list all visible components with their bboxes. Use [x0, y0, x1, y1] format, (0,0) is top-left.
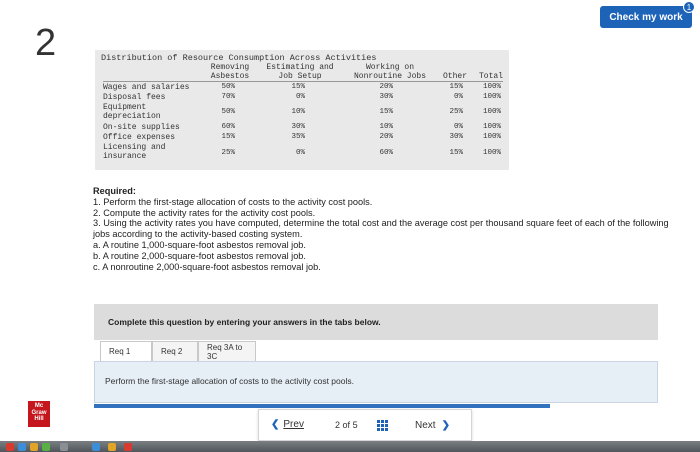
- header-divider: [103, 81, 503, 82]
- next-button[interactable]: [415, 420, 450, 431]
- col-header-line: Job Setup: [278, 72, 322, 81]
- row-label-line: insurance: [103, 152, 147, 161]
- taskbar-app-icon[interactable]: [6, 443, 14, 451]
- col-header-nonroutine: [345, 63, 435, 81]
- table-cell: 15%: [449, 149, 463, 157]
- table-cell: 0%: [453, 123, 463, 131]
- required-item: 2. Compute the activity rates for the activity cost pools.: [93, 207, 316, 218]
- table-cell: 60%: [379, 149, 393, 157]
- table-cell: 15%: [379, 108, 393, 116]
- table-cell: 10%: [291, 108, 305, 116]
- col-header-line: Asbestos: [210, 72, 250, 81]
- table-cell: 0%: [453, 93, 463, 101]
- row-label: [103, 103, 161, 121]
- tab-content: Perform the first-stage allocation of costs to the activity cost pools.: [94, 361, 658, 403]
- table-cell: 100%: [482, 83, 501, 91]
- prev-label: Prev: [283, 419, 304, 430]
- table-title: Distribution of Resource Consumption Across Activities: [101, 53, 377, 63]
- row-label: Wages and salaries: [103, 83, 190, 92]
- instructions-panel: Complete this question by entering your answers in the tabs below.: [94, 304, 658, 340]
- chevron-left-icon: ❮: [271, 419, 280, 430]
- table-cell: 100%: [482, 149, 501, 157]
- table-cell: 30%: [379, 93, 393, 101]
- table-cell: 20%: [379, 133, 393, 141]
- table-cell: 25%: [221, 149, 235, 157]
- row-label-line: Equipment: [103, 103, 147, 112]
- taskbar-app-icon[interactable]: [60, 443, 68, 451]
- table-cell: 30%: [291, 123, 305, 131]
- row-label: Office expenses: [103, 133, 176, 142]
- taskbar: [0, 441, 700, 452]
- table-cell: 60%: [221, 123, 235, 131]
- row-label-line: Licensing and: [103, 143, 166, 152]
- taskbar-app-icon[interactable]: [108, 443, 116, 451]
- page-indicator: [335, 420, 358, 430]
- required-item: b. A routine 2,000-square-foot asbestos removal job.: [93, 250, 306, 261]
- table-cell: 30%: [449, 133, 463, 141]
- col-header-total: Total: [478, 72, 503, 81]
- tab-req-1[interactable]: Req 1: [100, 341, 152, 361]
- row-label-line: depreciation: [103, 112, 161, 121]
- table-cell: 15%: [449, 83, 463, 91]
- mcgraw-hill-logo: Mc Graw Hill: [28, 401, 50, 427]
- taskbar-app-icon[interactable]: [42, 443, 50, 451]
- taskbar-app-icon[interactable]: [18, 443, 26, 451]
- table-cell: 0%: [295, 93, 305, 101]
- table-cell: 15%: [291, 83, 305, 91]
- row-label: On-site supplies: [103, 123, 180, 132]
- table-cell: 35%: [291, 133, 305, 141]
- check-my-work-button[interactable]: Check my work: [600, 6, 692, 28]
- page-of: of: [342, 420, 351, 430]
- table-cell: 10%: [379, 123, 393, 131]
- taskbar-app-icon[interactable]: [30, 443, 38, 451]
- table-cell: 0%: [295, 149, 305, 157]
- required-item: c. A nonroutine 2,000-square-foot asbestos removal job.: [93, 261, 321, 272]
- taskbar-app-icon[interactable]: [92, 443, 100, 451]
- tab-req-2[interactable]: Req 2: [152, 341, 198, 361]
- col-header-line: Removing: [210, 63, 250, 72]
- required-item: 3. Using the activity rates you have computed, determine the total cost and the average cost per thousand square feet of each of the following jobs according to the activity-based costing system.: [93, 218, 669, 240]
- table-cell: 50%: [221, 83, 235, 91]
- table-cell: 100%: [482, 108, 501, 116]
- question-number: 2: [35, 22, 57, 64]
- col-header-line: Estimating and: [266, 63, 334, 72]
- progress-bar: [94, 404, 550, 408]
- taskbar-app-icon[interactable]: [124, 443, 132, 451]
- pagination-bar: [258, 409, 472, 441]
- table-cell: 20%: [379, 83, 393, 91]
- required-section: [93, 186, 683, 272]
- table-cell: 100%: [482, 93, 501, 101]
- table-cell: 50%: [221, 108, 235, 116]
- notification-badge: 1: [683, 1, 695, 13]
- chevron-right-icon: ❯: [441, 420, 450, 431]
- required-item: 1. Perform the first-stage allocation of costs to the activity cost pools.: [93, 196, 373, 207]
- required-item: a. A routine 1,000-square-foot asbestos removal job.: [93, 239, 306, 250]
- required-title: Required:: [93, 186, 136, 196]
- table-cell: 100%: [482, 133, 501, 141]
- table-cell: 70%: [221, 93, 235, 101]
- tab-req-3a-3c[interactable]: Req 3A to 3C: [198, 341, 256, 361]
- grid-menu-icon[interactable]: [377, 420, 388, 431]
- col-header-other: Other: [442, 72, 467, 81]
- table-cell: 15%: [221, 133, 235, 141]
- tab-bar: [100, 341, 256, 361]
- next-label: Next: [415, 420, 436, 431]
- total-pages: 5: [352, 420, 358, 430]
- current-page: 2: [335, 420, 341, 430]
- col-header-estimating: [255, 63, 345, 81]
- table-cell: 25%: [449, 108, 463, 116]
- row-label: Disposal fees: [103, 93, 166, 102]
- table-cell: 100%: [482, 123, 501, 131]
- col-header-line: Working on: [365, 63, 414, 72]
- prev-button[interactable]: [271, 419, 304, 430]
- row-label: [103, 143, 165, 161]
- resource-table: [95, 50, 509, 170]
- col-header-line: Nonroutine Jobs: [353, 72, 426, 81]
